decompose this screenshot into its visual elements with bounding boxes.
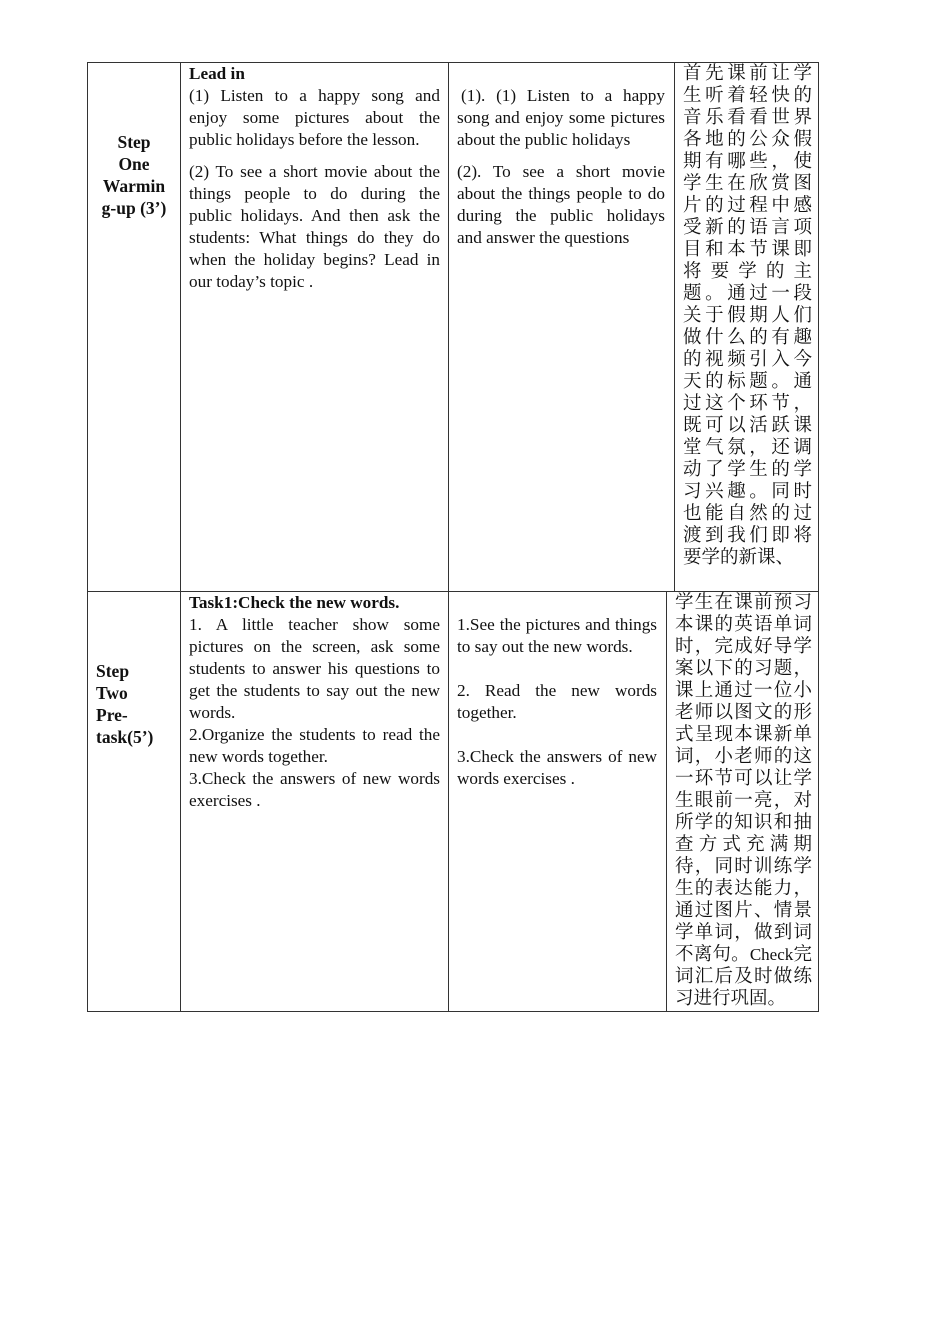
teacher-step-1: (1) Listen to a happy song and enjoy some pictures about the public holidays before the lesson. <box>189 86 440 149</box>
step-label-line: Warmin <box>102 176 166 196</box>
activity-title: Lead in <box>189 64 245 83</box>
column-divider <box>180 592 181 1011</box>
table-row-step-one <box>87 62 819 592</box>
teacher-step-2: (2) To see a short movie about the things people to do during the public holidays. And then ask the students: What things do they do when the holiday begins? Lead in our today’s topic . <box>189 162 440 291</box>
step-label <box>96 660 180 748</box>
student-step-1: (1). (1) Listen to a happy song and enjoy some pictures about the public holidays <box>457 86 665 149</box>
table-row-step-two <box>87 591 819 1012</box>
step-label-line: Pre- <box>96 705 128 725</box>
design-purpose <box>683 63 812 569</box>
design-purpose-text: 学生在课前预习本课的英语单词时，完成好导学案以下的习题，课上通过一位小老师以图文的形式呈现本课新单词，小老师的这一环节可以让学生眼前一亮，对所学的知识和抽查方式充满期待，同时训练学生的表达能力，通过图片、情景学单词，做到词不离句。 <box>675 592 812 965</box>
column-divider <box>180 63 181 591</box>
design-purpose-text-end: 完词汇后及时做练习进行巩固。 <box>675 944 812 1009</box>
step-label-line: Step <box>96 661 130 681</box>
column-divider <box>666 592 667 1011</box>
teacher-step-1: 1. A little teacher show some pictures on the screen, ask some students to answer his questions to get the students to say out the new words. <box>189 615 440 722</box>
student-activity <box>457 85 665 249</box>
step-label-line: Two <box>96 683 128 703</box>
student-step-3: 3.Check the answers of new words exercises . <box>457 747 657 788</box>
step-label-line: Step <box>117 132 151 152</box>
design-purpose-text: 首先课前让学生听着轻快的音乐看看世界各地的公众假期有哪些，使学生在欣赏图片的过程中感受新的语言项目和本节课即将要学的主题。通过一段关于假期人们做什么的有趣的视频引入今天的标题。通过这个环节，既可以活跃课堂气氛，还调动了学生的学习兴趣。同时也能自然的过渡到我们即将要学的新课、 <box>683 63 812 568</box>
student-step-2: 2. Read the new words together. <box>457 681 657 722</box>
column-divider <box>448 592 449 1011</box>
teacher-step-3: 3.Check the answers of new words exercises . <box>189 769 440 810</box>
student-activity <box>457 614 657 790</box>
student-step-2: (2). To see a short movie about the things people to do during the public holidays and answer the questions <box>457 162 665 247</box>
teacher-step-2: 2.Organize the students to read the new words together. <box>189 725 440 766</box>
step-label-line: g-up (3’) <box>101 198 167 218</box>
column-divider <box>448 63 449 591</box>
student-step-1: 1.See the pictures and things to say out the new words. <box>457 615 657 656</box>
activity-title: Task1:Check the new words. <box>189 593 400 612</box>
design-purpose-english: Check <box>749 945 794 964</box>
step-label-line: task(5’) <box>96 727 154 747</box>
design-purpose <box>675 592 812 1010</box>
column-divider <box>674 63 675 591</box>
step-label <box>88 131 180 219</box>
step-label-line: One <box>118 154 150 174</box>
teacher-activity <box>189 592 440 812</box>
teacher-activity <box>189 63 440 293</box>
